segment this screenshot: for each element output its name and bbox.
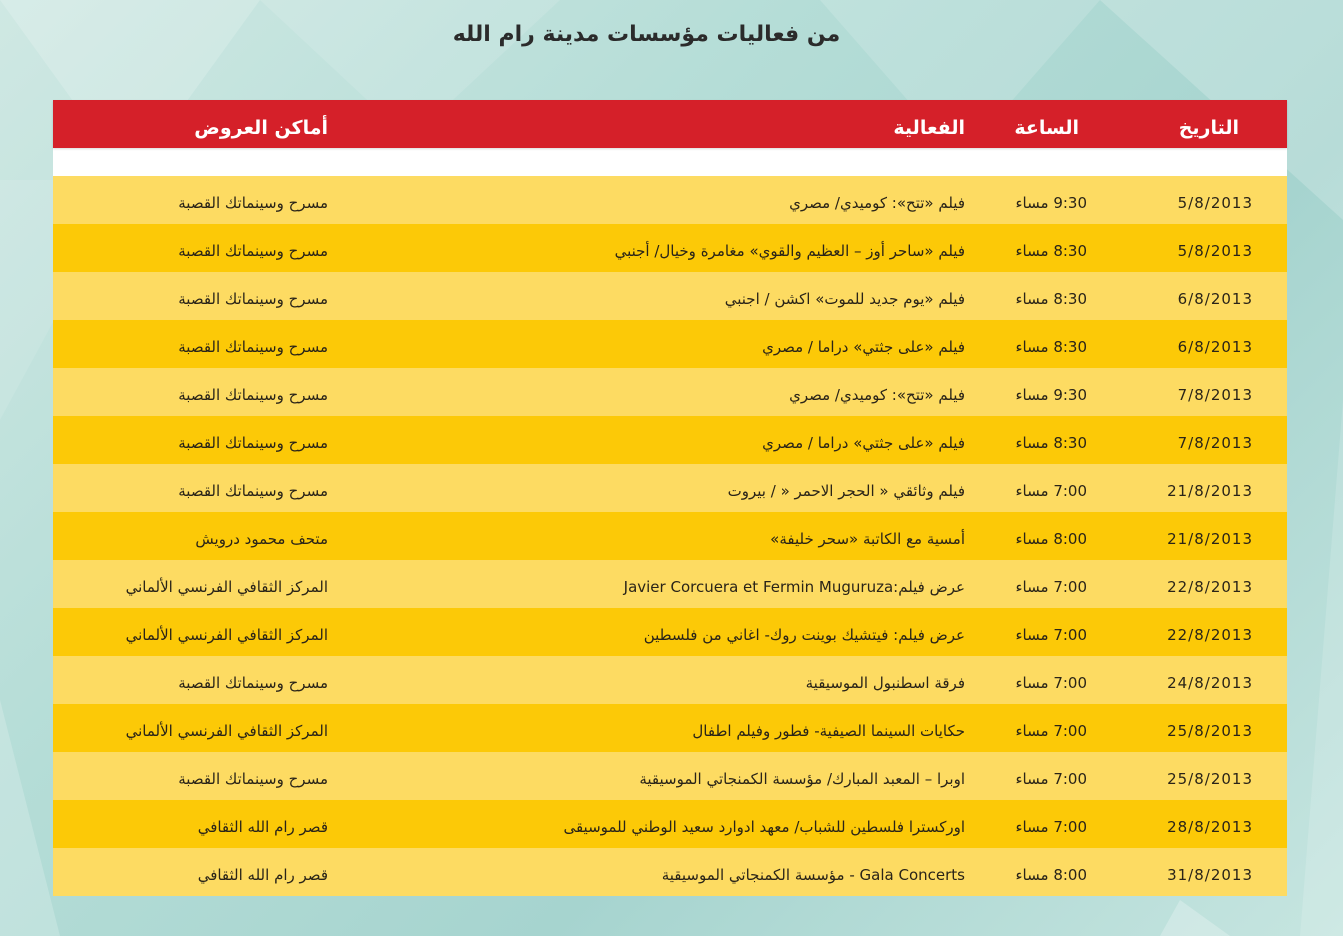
header-time: الساعة — [1014, 117, 1079, 139]
cell-event: فيلم «على جثتي» دراما / مصري — [762, 338, 965, 356]
cell-time: 8:30 مساء — [1015, 290, 1087, 308]
cell-date: 5/8/2013 — [1177, 242, 1253, 260]
cell-time: 7:00 مساء — [1015, 626, 1087, 644]
table-row — [53, 656, 1287, 704]
cell-venue: متحف محمود درويش — [195, 530, 328, 548]
page-title: من فعاليات مؤسسات مدينة رام الله — [452, 22, 841, 47]
cell-time: 9:30 مساء — [1015, 194, 1087, 212]
cell-time: 9:30 مساء — [1015, 386, 1087, 404]
header-event: الفعالية — [893, 117, 965, 139]
header-date: التاريخ — [1178, 117, 1239, 139]
table-header — [53, 100, 1287, 148]
cell-venue: مسرح وسينماتك القصبة — [178, 482, 328, 500]
cell-time: 8:00 مساء — [1015, 866, 1087, 884]
cell-venue: مسرح وسينماتك القصبة — [178, 674, 328, 692]
cell-event: أمسية مع الكاتبة «سحر خليفة» — [770, 530, 965, 548]
header-venue: أماكن العروض — [194, 117, 328, 139]
table-row — [53, 608, 1287, 656]
cell-venue: المركز الثقافي الفرنسي الألماني — [125, 578, 328, 596]
cell-date: 24/8/2013 — [1167, 674, 1253, 692]
table-row — [53, 848, 1287, 896]
table-row — [53, 176, 1287, 224]
cell-event: Gala Concerts - مؤسسة الكمنجاتي الموسيقية — [661, 866, 965, 884]
table-row — [53, 560, 1287, 608]
cell-venue: مسرح وسينماتك القصبة — [178, 338, 328, 356]
table-row — [53, 704, 1287, 752]
cell-date: 22/8/2013 — [1167, 626, 1253, 644]
table-row — [53, 272, 1287, 320]
cell-venue: مسرح وسينماتك القصبة — [178, 290, 328, 308]
cell-venue: مسرح وسينماتك القصبة — [178, 242, 328, 260]
cell-event: فرقة اسطنبول الموسيقية — [805, 674, 965, 692]
cell-time: 8:30 مساء — [1015, 242, 1087, 260]
cell-venue: مسرح وسينماتك القصبة — [178, 770, 328, 788]
cell-event: عرض فيلم:Javier Corcuera et Fermin Muguruza — [623, 578, 965, 596]
table-body — [53, 176, 1287, 896]
table-row — [53, 752, 1287, 800]
events-table — [53, 100, 1287, 896]
cell-time: 8:30 مساء — [1015, 434, 1087, 452]
cell-date: 25/8/2013 — [1167, 770, 1253, 788]
cell-event: حكايات السينما الصيفية- فطور وفيلم اطفال — [692, 722, 965, 740]
table-row — [53, 224, 1287, 272]
table-row — [53, 512, 1287, 560]
cell-venue: المركز الثقافي الفرنسي الألماني — [125, 626, 328, 644]
table-row — [53, 464, 1287, 512]
table-row — [53, 320, 1287, 368]
cell-time: 7:00 مساء — [1015, 482, 1087, 500]
cell-event: فيلم «يوم جديد للموت» اكشن / اجنبي — [724, 290, 965, 308]
cell-date: 7/8/2013 — [1177, 386, 1253, 404]
cell-date: 6/8/2013 — [1177, 290, 1253, 308]
cell-time: 7:00 مساء — [1015, 722, 1087, 740]
cell-time: 7:00 مساء — [1015, 770, 1087, 788]
cell-event: فيلم وثائقي « الحجر الاحمر « / بيروت — [727, 482, 965, 500]
cell-venue: مسرح وسينماتك القصبة — [178, 386, 328, 404]
cell-event: اوبرا – المعبد المبارك/ مؤسسة الكمنجاتي الموسيقية — [639, 770, 965, 788]
cell-event: فيلم «تتح»: كوميدي/ مصري — [789, 386, 965, 404]
cell-venue: المركز الثقافي الفرنسي الألماني — [125, 722, 328, 740]
cell-time: 7:00 مساء — [1015, 578, 1087, 596]
cell-date: 22/8/2013 — [1167, 578, 1253, 596]
cell-venue: قصر رام الله الثقافي — [197, 866, 328, 884]
cell-date: 28/8/2013 — [1167, 818, 1253, 836]
cell-time: 8:30 مساء — [1015, 338, 1087, 356]
cell-venue: قصر رام الله الثقافي — [197, 818, 328, 836]
cell-time: 7:00 مساء — [1015, 674, 1087, 692]
cell-event: فيلم «تتح»: كوميدي/ مصري — [789, 194, 965, 212]
cell-time: 7:00 مساء — [1015, 818, 1087, 836]
table-row — [53, 368, 1287, 416]
cell-date: 5/8/2013 — [1177, 194, 1253, 212]
cell-date: 21/8/2013 — [1167, 530, 1253, 548]
cell-venue: مسرح وسينماتك القصبة — [178, 194, 328, 212]
cell-time: 8:00 مساء — [1015, 530, 1087, 548]
cell-date: 31/8/2013 — [1167, 866, 1253, 884]
cell-event: فيلم «ساحر أوز – العظيم والقوي» مغامرة وخيال/ أجنبي — [614, 242, 965, 260]
table-row — [53, 800, 1287, 848]
cell-event: اوركسترا فلسطين للشباب/ معهد ادوارد سعيد الوطني للموسيقى — [563, 818, 965, 836]
cell-venue: مسرح وسينماتك القصبة — [178, 434, 328, 452]
cell-date: 25/8/2013 — [1167, 722, 1253, 740]
cell-event: فيلم «على جثتي» دراما / مصري — [762, 434, 965, 452]
cell-date: 6/8/2013 — [1177, 338, 1253, 356]
table-row — [53, 416, 1287, 464]
cell-date: 7/8/2013 — [1177, 434, 1253, 452]
cell-event: عرض فيلم: فيتشيك بوينت روك- اغاني من فلسطين — [643, 626, 965, 644]
cell-date: 21/8/2013 — [1167, 482, 1253, 500]
